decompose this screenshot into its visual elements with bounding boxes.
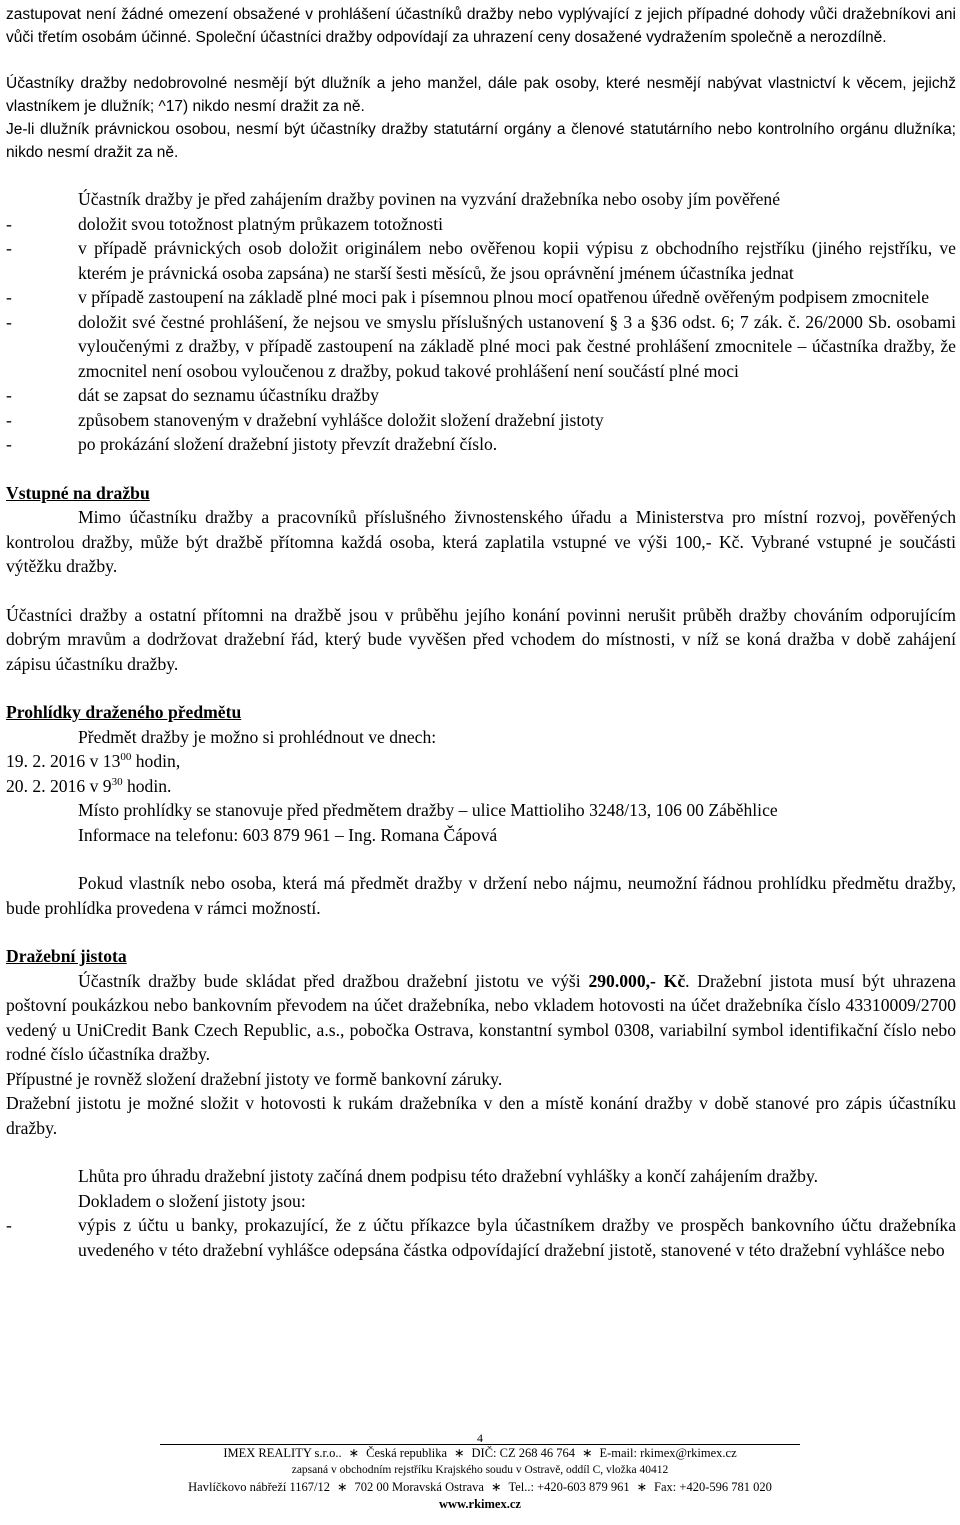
separator-icon: ∗ (454, 1446, 465, 1460)
paragraph-joint-participants: zastupovat není žádné omezení obsažené v prohlášení účastníků dražby nebo vyplývající z jejich případné dohody vůči dražebníkovi ani vůči třetím osobám účinné. Společní účastníci dražby odpovídají za uhrazení ceny dosažené vydražením společně a nerozdílně. (6, 6, 956, 46)
paragraph-cash-deposit: Dražební jistotu je možné složit v hotovosti k rukám dražebníka v den a místě konání dražby v době stanové pro zápis účastníku dražby. (6, 1093, 956, 1138)
paragraph-excluded-participants: Účastníky dražby nedobrovolné nesmějí být dlužník a jeho manžel, dále pak osoby, které nesmějí nabývat vlastnictví k věcem, jejichž vlastníkem je dlužník; ^17) nikdo nesmí dražit za ně. (6, 75, 956, 115)
paragraph-vstupne: Mimo účastníku dražby a pracovníků příslušného živnostenského úřadu a Ministerstva pro místní rozvoj, pověřených kontrolou dražby, může být dražbě přítomna každá osoba, která zaplatila vstupné ve výši 100,- Kč. Vybrané vstupné je součásti výtěžku dražby. (6, 507, 956, 576)
page-number: 4 (477, 1431, 483, 1445)
footer-line-registry: zapsaná v obchodním rejstříku Krajského soudu v Ostravě, oddíl C, vložka 40412 (291, 1464, 669, 1476)
paragraph-deposit-deadline: Lhůta pro úhradu dražební jistoty začíná dnem podpisu této dražební vyhlášky a končí zahájením dražby. (78, 1166, 818, 1186)
list-item: - v případě zastoupení na základě plné moci pak i písemnou plnou mocí opatřenou úředně ověřeným podpisem zmocnitele (6, 287, 930, 307)
inspection-contact: Informace na telefonu: 603 879 961 – Ing. Romana Čápová (78, 824, 498, 845)
page-footer (0, 1432, 960, 1513)
separator-icon: ∗ (337, 1480, 348, 1494)
heading-prohlidky: Prohlídky draženého předmětu (6, 702, 242, 722)
list-item: - doložit svou totožnost platným průkazem totožnosti (6, 213, 444, 234)
separator-icon: ∗ (636, 1480, 648, 1494)
paragraph-inspection-intro: Předmět dražby je možno si prohlédnout ve dnech: (78, 726, 437, 747)
paragraph-deposit-proof: Dokladem o složení jistoty jsou: (78, 1190, 306, 1211)
paragraph-participant-duties: Účastník dražby je před zahájením dražby povinen na vyzvání dražebníka nebo osoby jím pověřené (78, 189, 781, 209)
separator-icon: ∗ (490, 1480, 502, 1494)
list-item: - v případě právnických osob doložit originálem nebo ověřenou kopii výpisu z obchodního rejstříku (jiného rejstříku, ve kterém je právnická osoba zapsána) ne starší šesti měsíců, že jsou oprávnění jménem účastníka jednat (6, 238, 956, 283)
heading-vstupne: Vstupné na dražbu (6, 482, 150, 503)
inspection-date-2: 20. 2. 2016 v $9^{30}$ hodin. (6, 775, 172, 796)
list-item: - výpis z účtu u banky, prokazující, že z účtu příkazce byla účastníkem dražby ve prospěch bankovního účtu dražebníka uvedeného v této dražební vyhlášce odepsána částka odpovídající dražební jistotě, stanovené v této dražební vyhlášce nebo (6, 1215, 956, 1260)
paragraph-legal-entity: Je-li dlužník právnickou osobou, nesmí být účastníky dražby statutární orgány a členové statutárního nebo kontrolního orgánu dlužníka; nikdo nesmí dražit za ně. (6, 121, 956, 161)
inspection-date-1: 19. 2. 2016 v $13^{00}$ hodin, (6, 751, 181, 771)
deposit-amount: 290.000,- Kč (588, 970, 686, 991)
footer-line-address: Havlíčkovo nábřeží 1167/12 ∗ 702 00 Moravská Ostrava ∗ Tel..: +420-603 879 961 ∗ Fax: +420-596 781 020 (188, 1480, 772, 1494)
list-item: - doložit své čestné prohlášení, že nejsou ve smyslu příslušných ustanovení § 3 a §36 odst. 6; 7 zák. č. 26/2000 Sb. osobami vyloučenými z dražby, v případě zastoupení na základě plné moci pak čestné prohlášení zmocnitele – účastníka dražby, že zmocnitel není osobou vyloučenou z dražby, pokud takové prohlášení není součástí plné moci (6, 311, 956, 381)
inspection-place: Místo prohlídky se stanovuje před předmětem dražby – ulice Mattioliho 3248/13, 106 00 Záběhlice (78, 800, 778, 820)
paragraph-conduct: Účastníci dražby a ostatní přítomni na dražbě jsou v průběhu jejího konání povinni nerušit průběh dražby chováním odporujícím dobrým mravům a dodržovat dražební řád, který bude vyvěšen před vchodem do místnosti, v níž se koná dražba v době zahájení zápisu účastníku dražby. (6, 604, 956, 674)
paragraph-owner-inspection: Pokud vlastník nebo osoba, která má předmět dražby v držení nebo nájmu, neumožní řádnou prohlídku předmětu dražby, bude prohlídka provedena v rámci možností. (6, 873, 956, 918)
list-item: - po prokázání složení dražební jistoty převzít dražební číslo. (6, 434, 498, 454)
footer-line-company: IMEX REALITY s.r.o.. ∗ Česká republika ∗ DIČ: CZ 268 46 764 ∗ E-mail: rkimex@rkimex.cz (223, 1446, 737, 1460)
list-item: - dát se zapsat do seznamu účastníku dražby (6, 385, 379, 405)
participant-duties-list (6, 212, 956, 457)
deposit-proof-list (6, 1213, 956, 1262)
heading-jistota: Dražební jistota (6, 946, 127, 966)
separator-icon: ∗ (581, 1446, 593, 1460)
paragraph-bank-guarantee: Přípustné je rovněž složení dražební jistoty ve formě bankovní záruky. (6, 1068, 503, 1089)
footer-website: www.rkimex.cz (439, 1497, 521, 1511)
separator-icon: ∗ (348, 1446, 360, 1460)
document-page (6, 0, 956, 1262)
list-item: - způsobem stanoveným v dražební vyhlášce doložit složení dražební jistoty (6, 409, 604, 430)
paragraph-deposit: Účastník dražby bude skládat před dražbou dražební jistotu ve výši 290.000,- Kč. Dražební jistota musí být uhrazena poštovní poukázkou nebo bankovním převodem na účet dražebníka, nebo vkladem hotovosti na účet dražebníka číslo 43310009/2700 vedený u UniCredit Bank Czech Republic, a.s., pobočka Ostrava, konstantní symbol 0308, variabilní symbol identifikační číslo nebo rodné číslo účastníka dražby. (6, 970, 956, 1064)
